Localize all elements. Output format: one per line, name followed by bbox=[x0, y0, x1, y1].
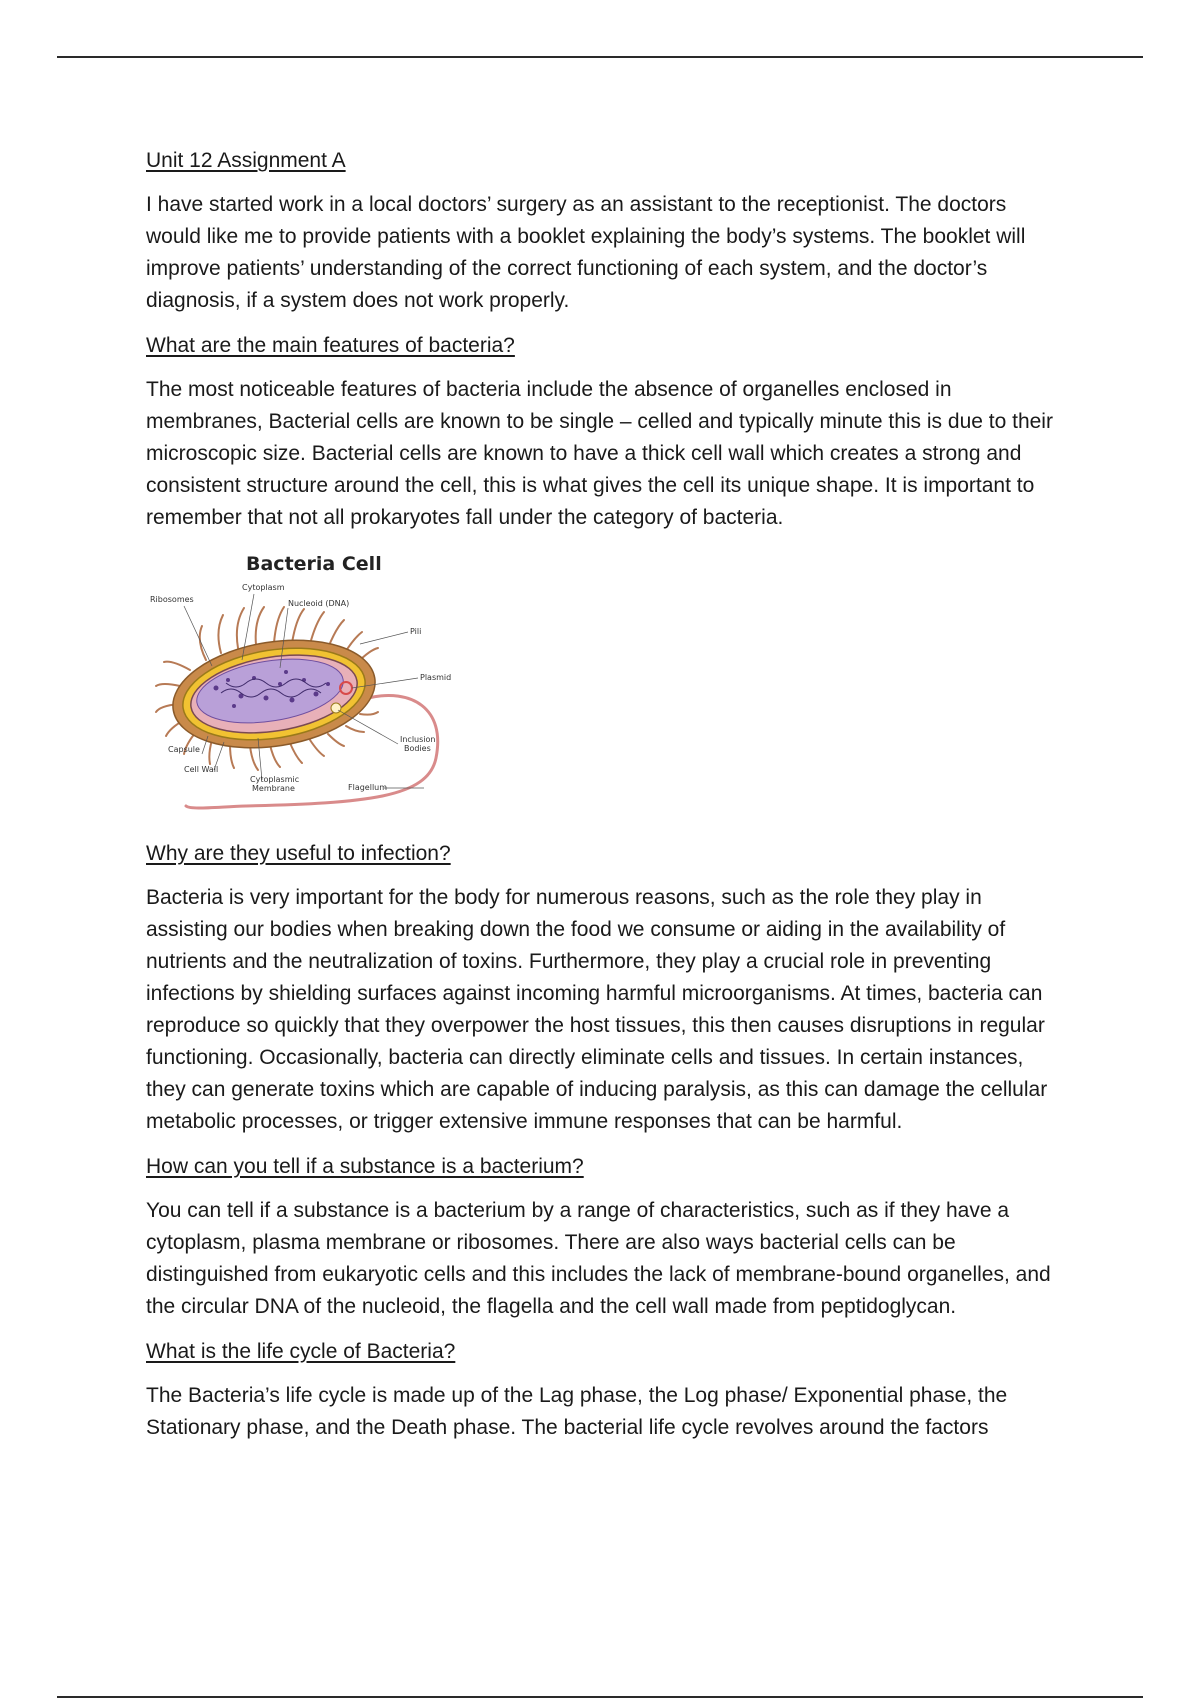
label-inclusion-line2: Bodies bbox=[404, 744, 431, 753]
section-body-infection: Bacteria is very important for the body for numerous reasons, such as the role they play in assisting our bodies when breaking down the food we consume or aiding in the availability of nutrients and the neutralization of toxins. Furthermore, they play a crucial role in preventing infections by shielding surfaces against incoming harmful microorganisms. At times, bacteria can reproduce so quickly that they overpower the host tissues, this then causes disruptions in regular functioning. Occasionally, bacteria can directly eliminate cells and tissues. In certain instances, they can generate toxins which are capable of inducing paralysis, as this can damage the cellular metabolic processes, or trigger extensive immune responses that can be harmful. bbox=[146, 886, 1048, 1133]
label-ribosomes: Ribosomes bbox=[150, 595, 194, 604]
label-nucleoid: Nucleoid (DNA) bbox=[288, 599, 350, 608]
top-rule bbox=[57, 56, 1143, 58]
section-body-features: The most noticeable features of bacteria include the absence of organelles enclosed in membranes, Bacterial cells are known to be single – celled and typically minute this is due to their microscopic size. Bacterial cells are known to have a thick cell wall which creates a strong and consistent structure around the cell, this is what gives the cell its unique shape. It is important to remember that not all prokaryotes fall under the category of bacteria. bbox=[146, 378, 1053, 529]
document-body bbox=[146, 146, 1066, 1458]
bacteria-cell-illustration bbox=[146, 548, 476, 833]
figure-title: Bacteria Cell bbox=[246, 553, 382, 575]
label-membrane-line1: Cytoplasmic bbox=[250, 775, 300, 784]
label-cell-wall: Cell Wall bbox=[184, 765, 219, 774]
bottom-rule bbox=[57, 1696, 1143, 1698]
label-membrane-line2: Membrane bbox=[252, 784, 295, 793]
bacteria-cell-diagram bbox=[146, 548, 476, 833]
section-body-life-cycle: The Bacteria’s life cycle is made up of the Lag phase, the Log phase/ Exponential phase, the Stationary phase, and the Death phase. The bacterial life cycle revolves around the factors bbox=[146, 1384, 1008, 1439]
section-heading-identify: How can you tell if a substance is a bacterium? bbox=[146, 1155, 584, 1178]
label-capsule: Capsule bbox=[168, 745, 200, 754]
label-cytoplasm: Cytoplasm bbox=[242, 583, 285, 592]
section-body-identify: You can tell if a substance is a bacterium by a range of characteristics, such as if they have a cytoplasm, plasma membrane or ribosomes. There are also ways bacterial cells can be distinguished from eukaryotic cells and this includes the lack of membrane-bound organelles, and the circular DNA of the nucleoid, the flagella and the cell wall made from peptidoglycan. bbox=[146, 1199, 1051, 1318]
section-heading-features: What are the main features of bacteria? bbox=[146, 334, 515, 357]
label-inclusion-line1: Inclusion bbox=[400, 735, 436, 744]
label-pili: Pili bbox=[410, 627, 422, 636]
intro-paragraph: I have started work in a local doctors’ surgery as an assistant to the receptionist. The doctors would like me to provide patients with a booklet explaining the body’s systems. The booklet will improve patients’ understanding of the correct functioning of each system, and the doctor’s diagnosis, if a system does not work properly. bbox=[146, 193, 1026, 312]
section-heading-infection: Why are they useful to infection? bbox=[146, 842, 451, 865]
label-flagellum: Flagellum bbox=[348, 783, 388, 792]
label-plasmid: Plasmid bbox=[420, 673, 452, 682]
document-title: Unit 12 Assignment A bbox=[146, 149, 346, 172]
section-heading-life-cycle: What is the life cycle of Bacteria? bbox=[146, 1340, 456, 1363]
